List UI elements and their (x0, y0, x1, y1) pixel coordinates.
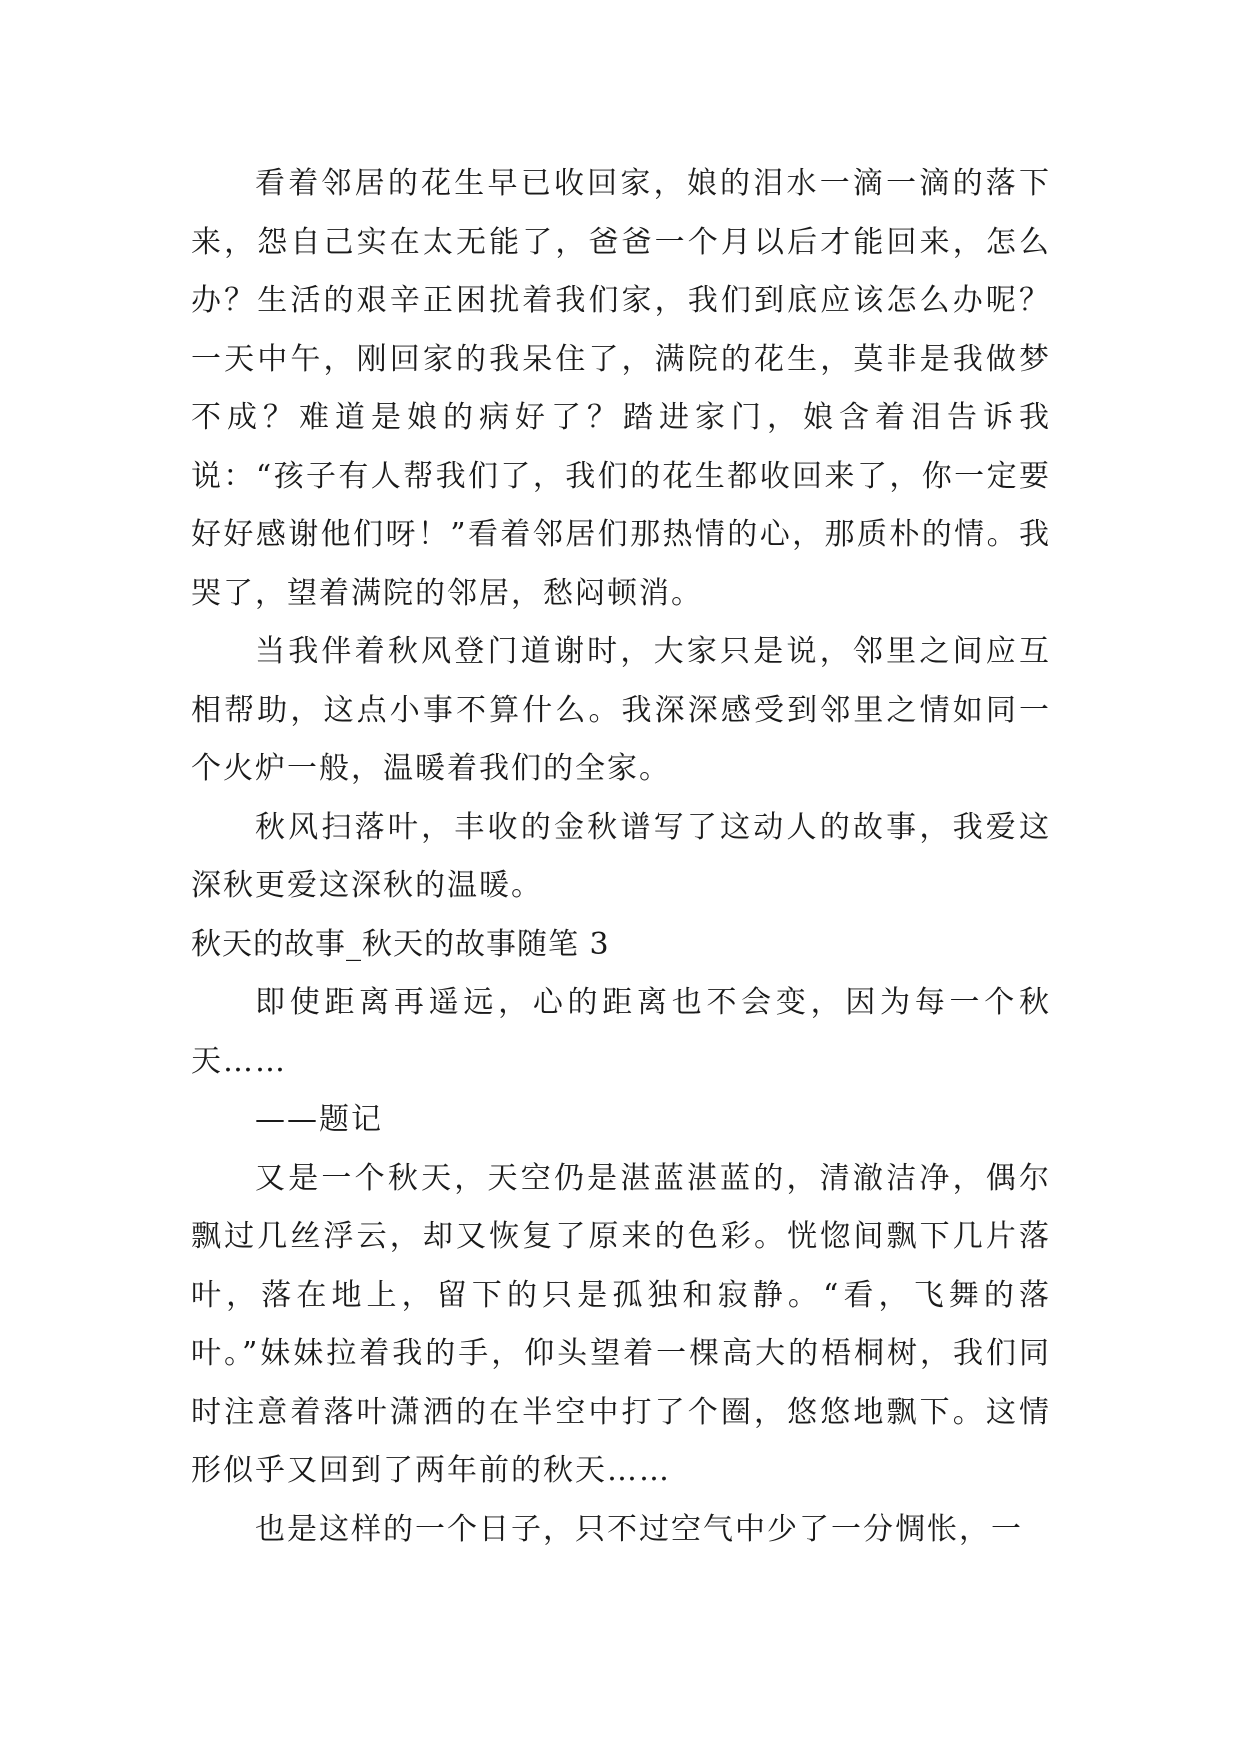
paragraph-thanks-visit: 当我伴着秋风登门道谢时，大家只是说，邻里之间应互相帮助，这点小事不算什么。我深深感受到邻里之情如同一个火炉一般，温暖着我们的全家。 (191, 634, 1051, 786)
paragraph-falling-leaves: 又是一个秋天，天空仍是湛蓝湛蓝的，清澈洁净，偶尔飘过几丝浮云，却又恢复了原来的色彩。恍惚间飘下几片落叶，落在地上，留下的只是孤独和寂静。“看，飞舞的落叶。”妹妹拉着我的手，仰头望着一棵高大的梧桐树，我们同时注意着落叶潇洒的在半空中打了个圈，悠悠地飘下。这情形似乎又回到了两年前的秋天…… (191, 1160, 1051, 1488)
paragraph-neighbors-help: 看着邻居的花生早已收回家，娘的泪水一滴一滴的落下来，怨自己实在太无能了，爸爸一个月以后才能回来，怎么办？生活的艰辛正困扰着我们家，我们到底应该怎么办呢？一天中午，刚回家的我呆住了，满院的花生，莫非是我做梦不成？难道是娘的病好了？踏进家门，娘含着泪告诉我说：“孩子有人帮我们了，我们的花生都收回来了，你一定要好好感谢他们呀！”看着邻居们那热情的心，那质朴的情。我哭了，望着满院的邻居，愁闷顿消。 (191, 166, 1051, 611)
document-body (191, 155, 1051, 1559)
paragraph-epigraph: 即使距离再遥远，心的距离也不会变，因为每一个秋天…… (191, 985, 1051, 1079)
paragraph-autumn-warmth: 秋风扫落叶，丰收的金秋谱写了这动人的故事，我爱这深秋更爱这深秋的温暖。 (191, 809, 1051, 903)
paragraph-same-day: 也是这样的一个日子，只不过空气中少了一分惆怅，一 (255, 1511, 1023, 1547)
paragraph-epigraph-attribution: ——题记 (255, 1102, 383, 1137)
section-title: 秋天的故事_秋天的故事随笔 3 (191, 926, 610, 962)
